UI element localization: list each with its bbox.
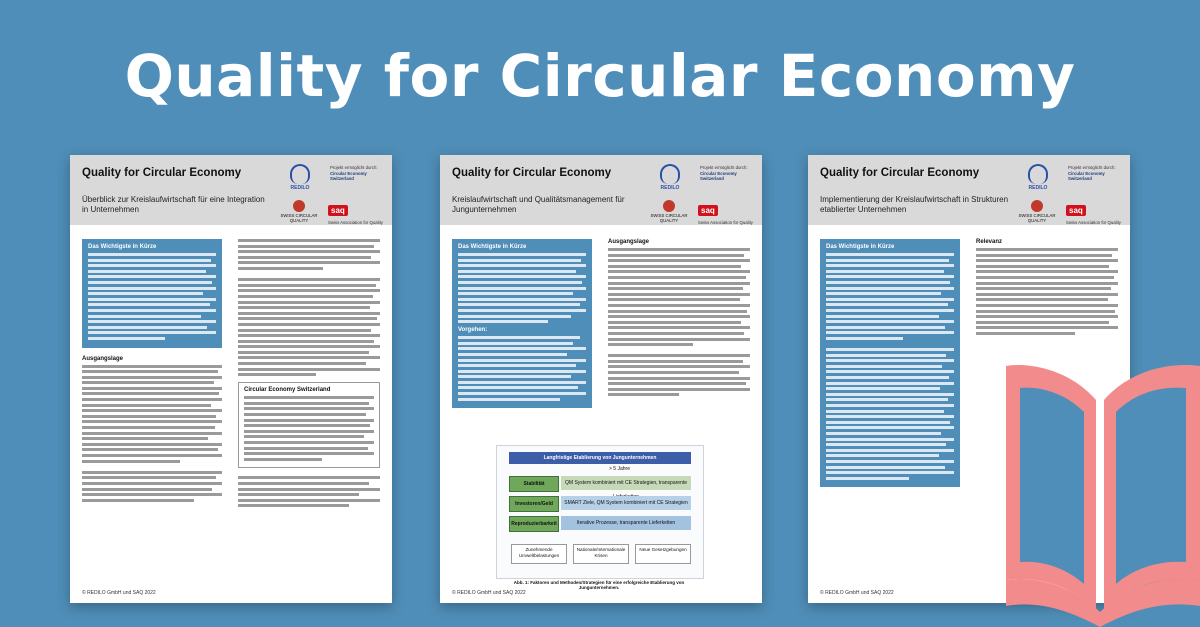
section-heading: Ausgangslage (608, 239, 650, 245)
document-brand: Quality for Circular Economy (820, 167, 980, 179)
sponsor-logo: Projekt ermöglicht durch: Circular Economy Switzerland (700, 165, 748, 181)
document-subtitle: Kreislaufwirtschaft und Qualitätsmanagement für Jungunternehmen (452, 195, 625, 214)
swiss-circular-quality-logo: SWISS CIRCULAR QUALITY (650, 200, 688, 223)
summary-box: Das Wichtigste in Kürze Vorgehen: (452, 239, 592, 408)
figure-row-text: SMART Ziele, QM System kombiniert mit CE Strategien (561, 496, 691, 510)
factors-figure (496, 445, 704, 579)
sponsor-logo: Projekt ermöglicht durch: Circular Economy Switzerland (330, 165, 378, 181)
summary-box: Das Wichtigste in Kürze (820, 239, 960, 487)
document-footer: © REDILO GmbH und SAQ 2022 (452, 590, 526, 596)
document-brand: Quality for Circular Economy (452, 167, 612, 179)
open-book-icon (1000, 330, 1200, 627)
right-column (238, 239, 380, 510)
document-brand: Quality for Circular Economy (82, 167, 242, 179)
document-header (808, 155, 1130, 225)
section-heading: Relevanz (976, 239, 1003, 245)
summary-box: Das Wichtigste in Kürze (82, 239, 222, 348)
section-heading: Ausgangslage (82, 355, 124, 362)
document-preview-2 (440, 155, 762, 603)
figure-factor: Zunehmende Umweltbelastungen (511, 544, 567, 564)
left-column (82, 239, 222, 504)
right-column (608, 239, 750, 399)
saq-logo: saq Swiss Association for Quality (1066, 206, 1121, 225)
saq-logo: saq Swiss Association for Quality (698, 206, 753, 225)
left-column (452, 239, 592, 408)
figure-header: Langfristige Etablierung von Jungunternehmen (509, 452, 691, 464)
redilo-logo: REDILO (652, 164, 688, 191)
figure-row-label: Reproduzierbarkeit (509, 516, 559, 532)
figure-years: > 5 Jahre (609, 466, 630, 472)
figure-row-text: Iterative Prozesse, transparente Lieferketten (561, 516, 691, 530)
page-title: Quality for Circular Economy (124, 42, 1076, 110)
document-footer: © REDILO GmbH und SAQ 2022 (82, 590, 156, 596)
figure-factor: Neue Gesetzgebungen (635, 544, 691, 564)
swiss-circular-quality-logo: SWISS CIRCULAR QUALITY (1018, 200, 1056, 223)
document-header (440, 155, 762, 225)
document-preview-1 (70, 155, 392, 603)
right-column (976, 239, 1118, 338)
document-subtitle: Implementierung der Kreislaufwirtschaft in Strukturen etablierter Unternehmen (820, 195, 1009, 214)
document-footer: © REDILO GmbH und SAQ 2022 (820, 590, 894, 596)
sponsor-logo: Projekt ermöglicht durch: Circular Economy Switzerland (1068, 165, 1116, 181)
figure-row-label: Investoren/Geld (509, 496, 559, 512)
swiss-circular-quality-logo: SWISS CIRCULAR QUALITY (280, 200, 318, 223)
figure-factor: Nationale/Internationale Krisen (573, 544, 629, 564)
figure-row-text: QM System kombiniert mit CE Strategien, transparente (561, 476, 691, 490)
document-subtitle: Überblick zur Kreislaufwirtschaft für eine Integration in Unternehmen (82, 195, 265, 214)
document-header (70, 155, 392, 225)
figure-caption: Abb. 1: Faktoren und Methoden/Strategien für eine erfolgreiche Etablierung von Jungunternehmen. (513, 580, 685, 590)
saq-logo: saq Swiss Association for Quality (328, 206, 383, 225)
left-column (820, 239, 960, 487)
redilo-logo: REDILO (1020, 164, 1056, 191)
figure-row-label: Stabilität (509, 476, 559, 492)
redilo-logo: REDILO (282, 164, 318, 191)
info-box: Circular Economy Switzerland (238, 382, 380, 468)
